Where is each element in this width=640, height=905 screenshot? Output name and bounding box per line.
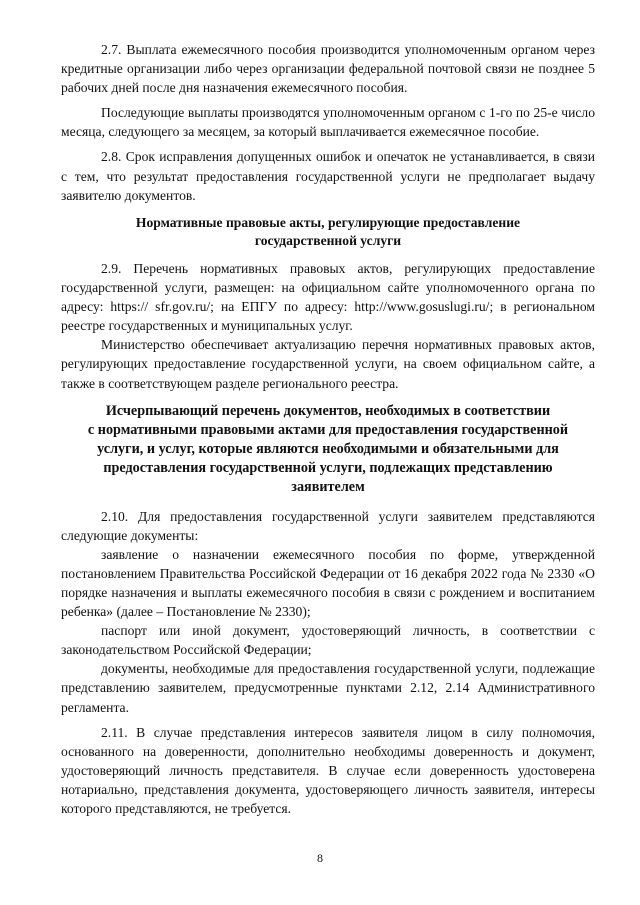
paragraph-required-documents: документы, необходимые для предоставления государственной услуги, подлежащие представлению заявителем, предусмотренные пунктами 2.12, 2.14 Административного регламента.	[61, 661, 595, 715]
page-number: 8	[317, 851, 323, 865]
heading-line: государственной услуги	[254, 233, 402, 249]
paragraph-2-10: 2.10. Для предоставления государственной услуги заявителем представляются следующие документы:	[61, 508, 595, 543]
heading-line: заявителем	[291, 479, 365, 496]
heading-line: услуги, и услуг, которые являются необходимыми и обязательными для	[97, 441, 559, 457]
document-page	[61, 40, 595, 818]
paragraph-application: заявление о назначении ежемесячного пособия по форме, утвержденной постановлением Правительства Российской Федерации от 16 декабря 2022 года № 2330 «О порядке назначения и выплаты ежемесячного пособия в связи с рождением и воспитанием ребенка» (далее – Постановление № 2330);	[61, 546, 595, 620]
paragraph-2-11: 2.11. В случае представления интересов заявителя лицом в силу полномочия, основанного на доверенности, дополнительно необходимы доверенность и документ, удостоверяющий личность представителя. В случае если доверенность удостоверена нотариально, представления документа, удостоверяющего личность заявителя, интересы которого представляются, не требуется.	[61, 724, 595, 817]
section-heading-documents-list	[61, 402, 595, 498]
paragraph-2-7: 2.7. Выплата ежемесячного пособия производится уполномоченным органом через кредитные организации либо через организации федеральной почтовой связи не позднее 5 рабочих дней после дня назначения ежемесячного пособия.	[61, 42, 595, 96]
paragraph-passport: паспорт или иной документ, удостоверяющий личность, в соответствии с законодательством Российской Федерации;	[61, 623, 595, 658]
paragraph-2-9: 2.9. Перечень нормативных правовых актов, регулирующих предоставление государственной услуги, размещен: на официальном сайте уполномоченного органа по адресу: https:// sfr.gov.ru/; на ЕПГУ по адресу: http://www.gosuslugi.ru/; в региональном реестре государственных и муниципальных услуг.	[61, 260, 595, 334]
paragraph-2-8: 2.8. Срок исправления допущенных ошибок и опечаток не устанавливается, в связи с тем, что результат предоставления государственной услуги не предполагает выдачу заявителю документов.	[61, 149, 595, 203]
paragraph-subsequent-payments: Последующие выплаты производятся уполномоченным органом с 1-го по 25-е число месяца, следующего за месяцем, за который выплачивается ежемесячное пособие.	[61, 105, 595, 140]
paragraph-ministry: Министерство обеспечивает актуализацию перечня нормативных правовых актов, регулирующих предоставление государственной услуги, на своем официальном сайте, а также в соответствующем разделе регионального реестра.	[61, 337, 595, 391]
heading-line: Нормативные правовые акты, регулирующие предоставление	[135, 214, 521, 230]
heading-line: с нормативными правовыми актами для предоставления государственной	[87, 421, 569, 438]
heading-line: Исчерпывающий перечень документов, необходимых в соответствии	[105, 402, 551, 419]
section-heading-legal-acts	[61, 214, 595, 251]
heading-line: предоставления государственной услуги, подлежащих представлению	[103, 460, 553, 477]
